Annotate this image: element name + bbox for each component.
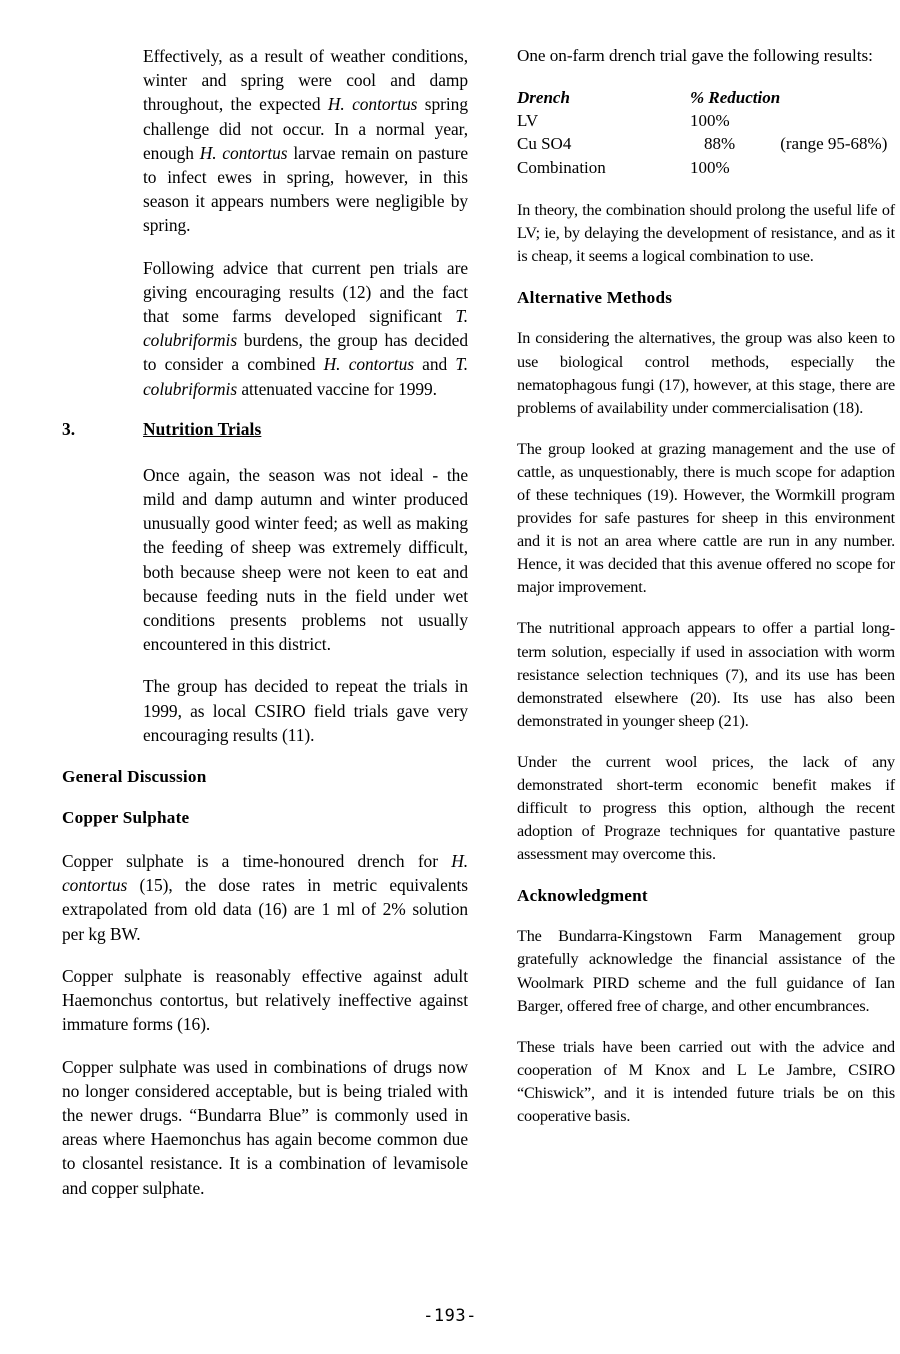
paragraph-acknowledgment-cooperation: These trials have been carried out with the advice and cooperation of M Knox and L Le Jambre, CSIRO “Chiswick”, and it is intended future trials be on this cooperative basis. xyxy=(517,1037,895,1126)
column-header-reduction: % Reduction xyxy=(690,87,781,107)
species-name: H. contortus xyxy=(62,851,468,896)
paragraph-season-feed: Once again, the season was not ideal - the mild and damp autumn and winter produced unusually good winter feed; as well as making the feeding of sheep was extremely difficult, both because sheep were not keen to eat and because feeding nuts in the field under wet conditions presents problems not usually encountered in this district. xyxy=(143,464,468,655)
species-name: H. contortus xyxy=(199,142,288,163)
species-name: H. contortus xyxy=(323,354,414,375)
paragraph-biological-control: In considering the alternatives, the group was also keen to use biological control methods, especially the nematophagous fungi (17), however, at this stage, there are problems of availability under commercialisation (18). xyxy=(517,329,895,417)
text-run: and xyxy=(413,354,456,375)
cell-drench: Cu SO4 xyxy=(517,134,572,154)
table-row xyxy=(517,109,895,132)
species-name: H. contortus xyxy=(327,94,418,115)
column-header-drench: Drench xyxy=(517,87,570,107)
cell-reduction: 88% xyxy=(704,134,736,154)
cell-drench: Combination xyxy=(517,157,606,177)
paragraph-combination-theory: In theory, the combination should prolong the useful life of LV; ie, by delaying the development of resistance, and as it is cheap, it seems a logical combination to use. xyxy=(517,201,895,266)
heading-general-discussion: General Discussion xyxy=(62,767,207,787)
text-run: spring challenge did not occur. In a normal year, enough xyxy=(143,94,468,163)
paragraph-drench-trial-intro: One on-farm drench trial gave the following results: xyxy=(517,46,873,65)
cell-reduction: 100% xyxy=(690,157,730,177)
drench-results-table xyxy=(517,86,895,180)
text-run: Effectively, as a result of weather conditions, winter and spring were cool and damp throughout, the expected xyxy=(143,46,468,115)
paragraph-copper-effectiveness: Copper sulphate is reasonably effective against adult Haemonchus contortus, but relatively ineffective against immature forms (16). xyxy=(62,965,468,1035)
section-heading-nutrition-trials xyxy=(62,419,468,443)
heading-copper-sulphate: Copper Sulphate xyxy=(62,808,190,828)
text-run: attenuated vaccine for 1999. xyxy=(237,378,437,399)
right-column xyxy=(517,44,895,1146)
paragraph-bundarra-blue: Copper sulphate was used in combinations of drugs now no longer considered acceptable, but is being trialed with the newer drugs. “Bundarra Blue” is commonly used in areas where Haemonchus has again become common due to closantel resistance. It is a combination of levamisole and copper sulphate. xyxy=(62,1056,468,1198)
species-name: T. colubriformis xyxy=(143,354,468,399)
text-run: Following advice that current pen trials are giving encouraging results (12) and the fact that some farms developed significant xyxy=(143,257,468,327)
paragraph-wool-prices: Under the current wool prices, the lack of any demonstrated short-term economic benefit makes if difficult to progress this option, although the recent adoption of Prograze techniques for quantative pasture assessment may overcome this. xyxy=(517,752,895,864)
paragraph-nutritional-approach: The nutritional approach appears to offer a partial long-term solution, especially if used in association with worm resistance selection techniques (7), and its use has been demonstrated elsewhere (20). Its use has also been demonstrated in younger sheep (21). xyxy=(517,619,895,730)
text-run: larvae remain on pasture to infect ewes in spring, however, in this season it appears numbers were negligible by spring. xyxy=(143,142,468,236)
cell-note xyxy=(780,109,895,132)
text-run: (15), the dose rates in metric equivalents extrapolated from old data (16) are 1 ml of 2% solution per kg BW. xyxy=(62,875,468,944)
text-run: burdens, the group has decided to consider a combined xyxy=(143,330,468,375)
table-row xyxy=(517,156,895,179)
paragraph-repeat-trials: The group has decided to repeat the trials in 1999, as local CSIRO field trials gave very encouraging results (11). xyxy=(143,676,468,745)
paragraph-weather-conditions xyxy=(143,44,468,238)
paragraph-acknowledgment-funding: The Bundarra-Kingstown Farm Management group gratefully acknowledge the financial assistance of the Woolmark PIRD scheme and the full guidance of Ian Barger, offered free of charge, and other encumbrances. xyxy=(517,927,895,1015)
species-name: T. colubriformis xyxy=(143,306,468,351)
page-number: -193- xyxy=(423,1306,477,1326)
paragraph-copper-dose-rates xyxy=(62,849,468,946)
paragraph-grazing-management: The group looked at grazing management and the use of cattle, as unquestionably, there is much scope for adaption of these techniques (19). However, the Wormkill program provides for safe pastures for sheep in this environment and it is not an area where cattle are run in any number. Hence, it was decided that this avenue offered no scope for major improvement. xyxy=(517,439,895,597)
cell-drench: LV xyxy=(517,110,539,130)
text-run: Copper sulphate is a time-honoured drench for xyxy=(62,851,452,872)
heading-alternative-methods: Alternative Methods xyxy=(517,288,673,308)
left-column xyxy=(62,44,468,1218)
heading-acknowledgment: Acknowledgment xyxy=(517,886,648,906)
section-title: Nutrition Trials xyxy=(143,418,262,439)
table-header-row xyxy=(517,86,895,109)
cell-note: (range 95-68%) xyxy=(780,134,888,154)
paragraph-pen-trials-vaccine xyxy=(143,256,468,401)
section-number: 3. xyxy=(62,418,76,439)
cell-note xyxy=(780,156,895,179)
cell-reduction: 100% xyxy=(690,110,730,130)
column-header-note xyxy=(780,86,895,109)
table-row xyxy=(517,132,895,155)
